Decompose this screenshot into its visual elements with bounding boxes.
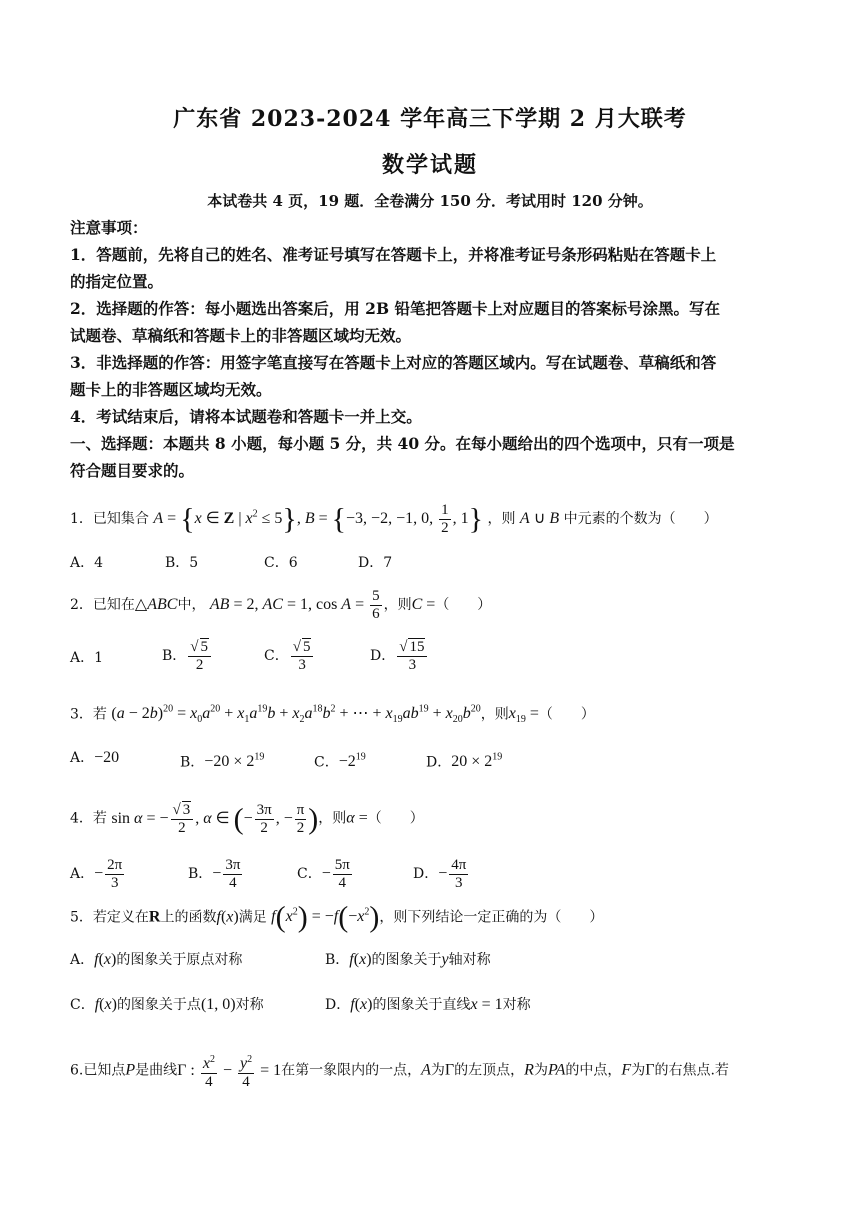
note-1-line-2: 的指定位置。 (70, 272, 164, 291)
q5-option-a: A．f(x)的图象关于原点对称 (70, 951, 243, 968)
question-4: 4．若 sin α = − $\frac{√ 3}{2}$ , α ∈ (− $\frac{3\pi}{2}$ , − $\frac{\pi}{2}$ )，则α =（ ） (70, 801, 424, 836)
note-2-line-2: 试题卷、草稿纸和答题卡上的非答题区域均无效。 (70, 326, 412, 345)
q3-option-b: B．$-20 \times 2^{19}$ (180, 752, 265, 771)
note-4: 4．考试结束后，请将本试题卷和答题卡一并上交。 (70, 407, 422, 426)
q2-option-c: C． $\frac{√ 5}{3}$ (264, 638, 315, 674)
q5-option-d: D．f(x)的图象关于直线x = 1对称 (325, 996, 531, 1013)
section-1-line-2: 符合题目要求的。 (70, 461, 195, 480)
q4-option-a: A．− $\frac{2\pi}{3}$ (70, 857, 123, 891)
question-3: 3．若 $(a - 2b)^{20} = x_0a^{20} + x_1a^{19}b + x_2a^{18}b^2$ + ⋯ + $x_{19}ab^{19} + x_{20}b^{20}$，则$x_{19}$ =（ ） (70, 704, 595, 726)
q5-option-b: B．f(x)的图象关于y轴对称 (325, 951, 491, 968)
question-6: 6.已知点P是曲线Γ : $\frac{x^2}{4}$ − $\frac{y^2}{4}$ = 1在第一象限内的一点，A为Γ的左顶点，R为PA的中点，F为Γ的右焦点.若 (70, 1051, 729, 1091)
q3-option-d: D．$20 \times 2^{19}$ (426, 752, 503, 771)
exam-title: 广东省 2023-2024 学年高三下学期 2 月大联考 (173, 106, 687, 132)
subject-title: 数学试题 (381, 152, 478, 178)
exam-info: 本试卷共 4 页，19 题．全卷满分 150 分．考试用时 120 分钟。 (207, 192, 653, 210)
q1-option-a: A．4 (70, 555, 104, 571)
q1-option-b: B．5 (165, 555, 199, 571)
q2-option-b: B． $\frac{√ 5}{2}$ (162, 638, 213, 674)
q2-option-d: D． $\frac{√ 15}{3}$ (370, 638, 429, 674)
q1-option-d: D．7 (358, 555, 393, 571)
q4-option-c: C．− $\frac{5\pi}{4}$ (297, 857, 350, 891)
q4-option-d: D．− $\frac{4\pi}{3}$ (413, 857, 467, 891)
note-1-line-1: 1．答题前，先将自己的姓名、准考证号填写在答题卡上，并将准考证号条形码粘贴在答题卡上 (70, 245, 717, 264)
section-1-line-1: 一、选择题：本题共 8 小题，每小题 5 分，共 40 分。在每小题给出的四个选项中，只有一项是 (70, 434, 735, 453)
question-1: 1．已知集合 A = {x ∈ Z | $x^2 \le 5$}, B = {−3, −2, −1, 0, $\frac{1}{2}$ , 1} ，则 A ∪ B 中元素的个数为（ ） (70, 502, 718, 536)
q3-option-a: A．−20 (70, 749, 120, 766)
q4-option-b: B．− $\frac{3\pi}{4}$ (188, 857, 241, 891)
q2-option-a: A．1 (70, 650, 104, 666)
question-5: 5．若定义在R上的函数f(x)满足 $f(x^2) = -f(-x^2)$，则下列结论一定正确的为（ ） (70, 900, 604, 934)
q5-option-c: C．f(x)的图象关于点(1, 0)对称 (70, 996, 264, 1013)
notes-heading: 注意事项： (70, 218, 148, 237)
note-3-line-1: 3．非选择题的作答：用签字笔直接写在答题卡上对应的答题区域内。写在试题卷、草稿纸和答 (70, 353, 717, 372)
q3-option-c: C．$-2^{19}$ (314, 752, 366, 771)
question-2: 2．已知在△ABC中， AB = 2, AC = 1, cos A = $\frac{5}{6}$ ，则C =（ ） (70, 588, 492, 622)
q1-option-c: C．6 (264, 555, 298, 571)
note-3-line-2: 题卡上的非答题区域均无效。 (70, 380, 272, 399)
note-2-line-1: 2．选择题的作答：每小题选出答案后，用 2B 铅笔把答题卡上对应题目的答案标号涂黑。写在 (70, 299, 720, 318)
